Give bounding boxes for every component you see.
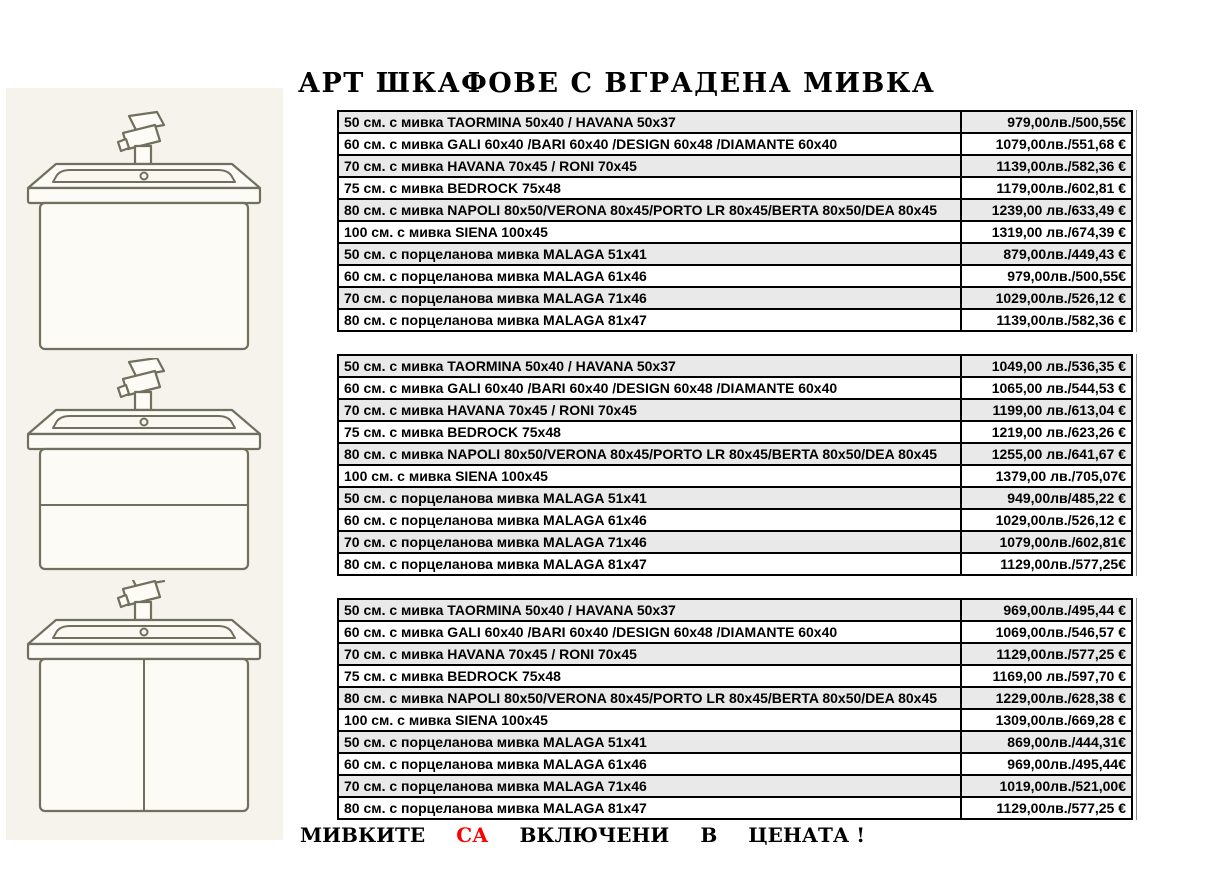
product-price: 979,00лв./500,55€ [961, 265, 1132, 287]
product-description: 50 см. с порцеланова мивка MALAGA 51x41 [338, 487, 961, 509]
price-table-1 [337, 110, 1133, 332]
table-row [338, 421, 1132, 443]
product-description: 80 см. с мивка NAPOLI 80x50/VERONA 80x45/PORTO LR 80x45/BERTA 80x50/DEA 80x45 [338, 199, 961, 221]
product-description: 80 см. с порцеланова мивка MALAGA 81x47 [338, 797, 961, 819]
product-price: 1069,00лв./546,57 € [961, 621, 1132, 643]
sink-icon [28, 410, 260, 449]
product-price: 1079,00лв./551,68 € [961, 133, 1132, 155]
product-price: 1079,00лв./602,81€ [961, 531, 1132, 553]
price-table-2 [337, 354, 1133, 576]
product-price: 1129,00лв./577,25 € [961, 643, 1132, 665]
footer-word: ВКЛЮЧЕНИ [519, 823, 670, 847]
table-row [338, 155, 1132, 177]
table-row [338, 643, 1132, 665]
table-row [338, 133, 1132, 155]
table-row [338, 753, 1132, 775]
product-description: 80 см. с порцеланова мивка MALAGA 81x47 [338, 309, 961, 331]
table-row [338, 177, 1132, 199]
price-table-3 [337, 598, 1133, 820]
faucet-icon [118, 112, 164, 164]
table-row [338, 531, 1132, 553]
product-price: 1139,00лв./582,36 € [961, 155, 1132, 177]
product-description: 50 см. с мивка TAORMINA 50x40 / HAVANA 50x37 [338, 111, 961, 133]
table-row [338, 487, 1132, 509]
product-description: 75 см. с мивка BEDROCK 75x48 [338, 421, 961, 443]
product-description: 100 см. с мивка SIENA 100x45 [338, 221, 961, 243]
product-price: 969,00лв./495,44€ [961, 753, 1132, 775]
product-description: 60 см. с мивка GALI 60x40 /BARI 60x40 /DESIGN 60x48 /DIAMANTE 60x40 [338, 377, 961, 399]
product-description: 100 см. с мивка SIENA 100x45 [338, 709, 961, 731]
product-price: 1239,00 лв./633,49 € [961, 199, 1132, 221]
table-row [338, 731, 1132, 753]
product-price: 1255,00 лв./641,67 € [961, 443, 1132, 465]
product-price: 1229,00лв./628,38 € [961, 687, 1132, 709]
table-row [338, 355, 1132, 377]
product-description: 60 см. с порцеланова мивка MALAGA 61x46 [338, 753, 961, 775]
product-description: 60 см. с мивка GALI 60x40 /BARI 60x40 /DESIGN 60x48 /DIAMANTE 60x40 [338, 133, 961, 155]
product-price: 949,00лв/485,22 € [961, 487, 1132, 509]
product-price: 1219,00 лв./623,26 € [961, 421, 1132, 443]
product-price: 1029,00лв./526,12 € [961, 287, 1132, 309]
table-row [338, 399, 1132, 421]
footer-note [300, 823, 865, 847]
product-price: 1319,00 лв./674,39 € [961, 221, 1132, 243]
product-description: 100 см. с мивка SIENA 100x45 [338, 465, 961, 487]
product-price: 1199,00 лв./613,04 € [961, 399, 1132, 421]
table-outer-rule [1136, 598, 1137, 820]
table-row [338, 621, 1132, 643]
product-price: 1129,00лв./577,25 € [961, 797, 1132, 819]
table-row [338, 509, 1132, 531]
table-row [338, 309, 1132, 331]
product-description: 70 см. с порцеланова мивка MALAGA 71x46 [338, 287, 961, 309]
product-description: 80 см. с мивка NAPOLI 80x50/VERONA 80x45/PORTO LR 80x45/BERTA 80x50/DEA 80x45 [338, 443, 961, 465]
product-price: 869,00лв./444,31€ [961, 731, 1132, 753]
product-price: 1019,00лв./521,00€ [961, 775, 1132, 797]
product-description: 60 см. с порцеланова мивка MALAGA 61x46 [338, 265, 961, 287]
table-row [338, 443, 1132, 465]
table-row [338, 599, 1132, 621]
table-outer-rule [1136, 354, 1137, 576]
product-description: 50 см. с порцеланова мивка MALAGA 51x41 [338, 243, 961, 265]
product-description: 80 см. с порцеланова мивка MALAGA 81x47 [338, 553, 961, 575]
product-price: 1309,00лв./669,28 € [961, 709, 1132, 731]
faucet-icon [118, 580, 164, 620]
product-description: 50 см. с мивка TAORMINA 50x40 / HAVANA 50x37 [338, 355, 961, 377]
table-row [338, 287, 1132, 309]
product-description: 80 см. с мивка NAPOLI 80x50/VERONA 80x45/PORTO LR 80x45/BERTA 80x50/DEA 80x45 [338, 687, 961, 709]
table-row [338, 377, 1132, 399]
table-row [338, 265, 1132, 287]
table-row [338, 553, 1132, 575]
table-row [338, 709, 1132, 731]
footer-word: В [700, 823, 718, 847]
product-description: 70 см. с порцеланова мивка MALAGA 71x46 [338, 531, 961, 553]
product-price: 1169,00 лв./597,70 € [961, 665, 1132, 687]
product-description: 75 см. с мивка BEDROCK 75x48 [338, 177, 961, 199]
vanity-sink-cabinet-two-drawers-icon [6, 358, 283, 572]
cabinet-body [40, 449, 248, 569]
product-description: 70 см. с мивка HAVANA 70x45 / RONI 70x45 [338, 399, 961, 421]
table-row [338, 243, 1132, 265]
table-row [338, 221, 1132, 243]
page-title: АРТ ШКАФОВЕ С ВГРАДЕНА МИВКА [298, 68, 936, 99]
table-row [338, 111, 1132, 133]
product-price: 1129,00лв./577,25€ [961, 553, 1132, 575]
product-description: 50 см. с мивка TAORMINA 50x40 / HAVANA 50x37 [338, 599, 961, 621]
cabinet-body [40, 203, 248, 349]
product-description: 70 см. с порцеланова мивка MALAGA 71x46 [338, 775, 961, 797]
product-description: 60 см. с порцеланова мивка MALAGA 61x46 [338, 509, 961, 531]
product-price: 1065,00 лв./544,53 € [961, 377, 1132, 399]
table-outer-rule [1136, 110, 1137, 332]
product-price: 979,00лв./500,55€ [961, 111, 1132, 133]
vanity-sink-cabinet-two-doors-icon [6, 580, 283, 818]
product-description: 50 см. с порцеланова мивка MALAGA 51x41 [338, 731, 961, 753]
table-row [338, 199, 1132, 221]
product-price: 1049,00 лв./536,35 € [961, 355, 1132, 377]
product-price: 969,00лв./495,44 € [961, 599, 1132, 621]
table-row [338, 665, 1132, 687]
product-description: 60 см. с мивка GALI 60x40 /BARI 60x40 /DESIGN 60x48 /DIAMANTE 60x40 [338, 621, 961, 643]
vanity-sink-cabinet-plain-front-icon [6, 100, 283, 352]
product-price: 1379,00 лв./705,07€ [961, 465, 1132, 487]
table-row [338, 687, 1132, 709]
product-description: 70 см. с мивка HAVANA 70x45 / RONI 70x45 [338, 155, 961, 177]
product-price: 879,00лв./449,43 € [961, 243, 1132, 265]
table-row [338, 775, 1132, 797]
product-description: 75 см. с мивка BEDROCK 75x48 [338, 665, 961, 687]
sink-icon [28, 620, 260, 659]
product-description: 70 см. с мивка HAVANA 70x45 / RONI 70x45 [338, 643, 961, 665]
product-images-panel [6, 88, 283, 840]
footer-word: МИВКИТЕ [300, 823, 426, 847]
faucet-icon [118, 358, 164, 410]
product-price: 1139,00лв./582,36 € [961, 309, 1132, 331]
product-price: 1179,00лв./602,81 € [961, 177, 1132, 199]
table-row [338, 797, 1132, 819]
footer-word-accent: СА [456, 823, 489, 847]
sink-icon [28, 164, 260, 203]
price-tables-area [337, 110, 1137, 842]
footer-word: ЦЕНАТА ! [748, 823, 865, 847]
product-price: 1029,00лв./526,12 € [961, 509, 1132, 531]
table-row [338, 465, 1132, 487]
